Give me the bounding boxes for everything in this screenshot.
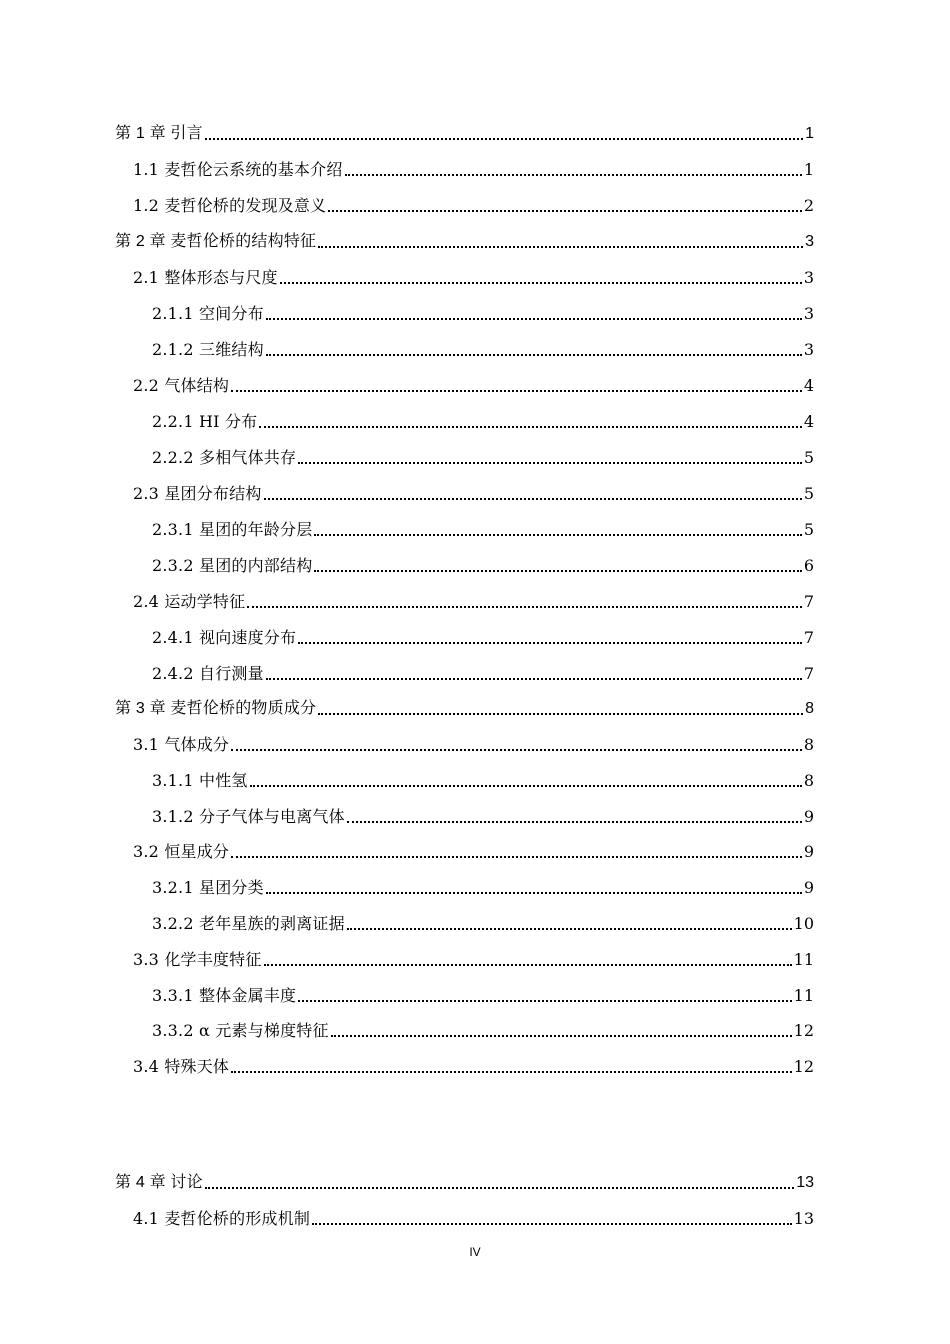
- toc-entry-title: 第 3 章 麦哲伦桥的物质成分: [115, 700, 317, 717]
- toc-entry-page: 8: [805, 700, 814, 717]
- toc-entry-page: 10: [793, 914, 814, 933]
- toc-dot-leader: [231, 856, 802, 858]
- toc-entry[interactable]: [152, 764, 814, 792]
- footer-page-number: IV: [469, 1245, 481, 1259]
- toc-entry-title: 3.3.2 α 元素与梯度特征: [152, 1021, 329, 1040]
- toc-entry-title: 2.3.2 星团的内部结构: [152, 556, 313, 575]
- toc-entry-page: 5: [803, 484, 814, 503]
- toc-entry-page: 13: [796, 1174, 814, 1191]
- toc-entry-page: 3: [805, 233, 814, 250]
- toc-dot-leader: [312, 1223, 792, 1225]
- toc-dot-leader: [345, 174, 802, 176]
- toc-entry-page: 7: [803, 592, 814, 611]
- toc-dot-leader: [231, 1071, 792, 1073]
- toc-entry[interactable]: [133, 585, 814, 613]
- toc-entry-page: 5: [803, 520, 814, 539]
- toc-entry-title: 2.2.2 多相气体共存: [152, 448, 297, 467]
- toc-entry[interactable]: [152, 297, 814, 325]
- toc-entry[interactable]: [133, 369, 814, 397]
- toc-entry-page: 7: [803, 664, 814, 683]
- toc-entry[interactable]: [152, 621, 814, 649]
- toc-dot-leader: [264, 498, 802, 500]
- toc-dot-leader: [328, 210, 801, 212]
- toc-dot-leader: [264, 964, 792, 966]
- toc-entry-title: 2.4.1 视向速度分布: [152, 628, 297, 647]
- toc-entry-page: 7: [803, 628, 814, 647]
- toc-entry[interactable]: [133, 728, 814, 756]
- toc-dot-leader: [266, 318, 802, 320]
- toc-dot-leader: [318, 713, 803, 715]
- toc-entry-page: 9: [803, 807, 814, 826]
- toc-entry[interactable]: [152, 441, 814, 469]
- toc-entry[interactable]: [133, 1050, 814, 1078]
- toc-chapter-entry[interactable]: [115, 692, 814, 720]
- toc-dot-leader: [231, 390, 802, 392]
- toc-entry-title: 第 4 章 讨论: [115, 1174, 203, 1191]
- toc-entry-page: 4: [803, 412, 814, 431]
- toc-dot-leader: [205, 1187, 794, 1189]
- toc-entry-page: 3: [803, 304, 814, 323]
- toc-entry-title: 2.2.1 HI 分布: [152, 412, 258, 431]
- toc-dot-leader: [331, 1035, 792, 1037]
- toc-chapter-entry[interactable]: [115, 225, 814, 253]
- toc-entry[interactable]: [152, 549, 814, 577]
- toc-entry-title: 2.4.2 自行测量: [152, 664, 264, 683]
- toc-entry-title: 第 2 章 麦哲伦桥的结构特征: [115, 233, 317, 250]
- toc-entry-page: 2: [803, 196, 814, 215]
- toc-dot-leader: [314, 534, 801, 536]
- toc-entry[interactable]: [152, 800, 814, 828]
- toc-entry-page: 11: [793, 986, 814, 1005]
- toc-entry-title: 1.2 麦哲伦桥的发现及意义: [133, 196, 327, 215]
- toc-dot-leader: [298, 462, 802, 464]
- toc-entry-page: 4: [803, 376, 814, 395]
- toc-entry-page: 3: [803, 340, 814, 359]
- toc-entry[interactable]: [152, 907, 814, 935]
- toc-entry-title: 2.3 星团分布结构: [133, 484, 262, 503]
- toc-entry-title: 4.1 麦哲伦桥的形成机制: [133, 1209, 311, 1228]
- toc-entry-page: 8: [803, 771, 814, 790]
- toc-entry-title: 2.2 气体结构: [133, 376, 230, 395]
- toc-entry-page: 9: [803, 878, 814, 897]
- toc-dot-leader: [298, 1000, 791, 1002]
- toc-entry[interactable]: [152, 405, 814, 433]
- toc-dot-leader: [314, 570, 801, 572]
- toc-dot-leader: [266, 678, 802, 680]
- toc-entry[interactable]: [133, 189, 814, 217]
- toc-dot-leader: [298, 642, 802, 644]
- toc-entry-title: 3.3.1 整体金属丰度: [152, 986, 297, 1005]
- toc-entry-title: 3.1.2 分子气体与电离气体: [152, 807, 345, 826]
- toc-chapter-entry[interactable]: [115, 117, 814, 145]
- toc-entry-title: 3.1.1 中性氢: [152, 771, 248, 790]
- toc-entry-page: 12: [793, 1021, 814, 1040]
- toc-entry-page: 12: [793, 1057, 814, 1076]
- toc-entry[interactable]: [152, 657, 814, 685]
- toc-entry-page: 5: [803, 448, 814, 467]
- toc-dot-leader: [205, 138, 803, 140]
- toc-dot-leader: [250, 785, 802, 787]
- toc-entry[interactable]: [152, 333, 814, 361]
- toc-dot-leader: [280, 282, 802, 284]
- toc-dot-leader: [347, 821, 802, 823]
- toc-entry[interactable]: [152, 1014, 814, 1042]
- toc-dot-leader: [266, 892, 802, 894]
- toc-entry[interactable]: [133, 943, 814, 971]
- toc-entry-title: 3.4 特殊天体: [133, 1057, 230, 1076]
- toc-entry-page: 11: [793, 950, 814, 969]
- toc-dot-leader: [231, 749, 802, 751]
- toc-entry-page: 13: [793, 1209, 814, 1228]
- toc-entry-page: 1: [803, 160, 814, 179]
- toc-entry-title: 2.1.1 空间分布: [152, 304, 264, 323]
- toc-chapter-entry[interactable]: [115, 1166, 814, 1194]
- toc-entry[interactable]: [133, 835, 814, 863]
- toc-dot-leader: [247, 606, 801, 608]
- toc-entry[interactable]: [133, 477, 814, 505]
- toc-entry[interactable]: [133, 261, 814, 289]
- toc-entry-title: 3.3 化学丰度特征: [133, 950, 262, 969]
- toc-entry-page: 9: [803, 842, 814, 861]
- toc-entry-page: 8: [803, 735, 814, 754]
- toc-entry-page: 3: [803, 268, 814, 287]
- toc-entry-title: 3.1 气体成分: [133, 735, 230, 754]
- toc-entry-title: 2.3.1 星团的年龄分层: [152, 520, 313, 539]
- toc-entry[interactable]: [152, 513, 814, 541]
- toc-dot-leader: [259, 426, 801, 428]
- toc-entry-title: 2.4 运动学特征: [133, 592, 246, 611]
- toc-entry[interactable]: [152, 871, 814, 899]
- toc-entry-title: 3.2.2 老年星族的剥离证据: [152, 914, 345, 933]
- toc-entry[interactable]: [133, 1202, 814, 1230]
- toc-entry-title: 2.1.2 三维结构: [152, 340, 264, 359]
- toc-entry-page: 1: [805, 125, 814, 142]
- toc-entry-page: 6: [803, 556, 814, 575]
- toc-dot-leader: [266, 354, 802, 356]
- toc-entry[interactable]: [152, 979, 814, 1007]
- toc-dot-leader: [347, 928, 792, 930]
- toc-entry[interactable]: [133, 153, 814, 181]
- toc-entry-title: 3.2 恒星成分: [133, 842, 230, 861]
- toc-entry-title: 2.1 整体形态与尺度: [133, 268, 278, 287]
- toc-entry-title: 第 1 章 引言: [115, 125, 203, 142]
- toc-entry-title: 1.1 麦哲伦云系统的基本介绍: [133, 160, 343, 179]
- toc-entry-title: 3.2.1 星团分类: [152, 878, 264, 897]
- toc-dot-leader: [318, 246, 803, 248]
